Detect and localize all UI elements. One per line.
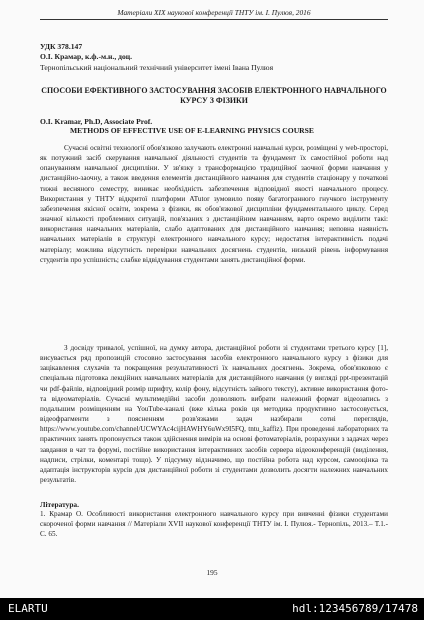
- header-rule: [40, 19, 388, 20]
- handle-identifier: hdl:123456789/17478: [292, 602, 418, 615]
- running-header: Матеріали XIX наукової конференції ТНТУ ім. І. Пулюя, 2016: [117, 8, 311, 17]
- paper-title-english: METHODS OF EFFECTIVE USE OF E-LEARNING PHYSICS COURSE: [70, 126, 314, 135]
- repository-footer: [0, 598, 424, 620]
- affiliation: Тернопільський національний технічний університет імені Івана Пулюя: [40, 63, 274, 72]
- udc-code: УДК 378.147: [40, 42, 83, 51]
- author-line: О.І. Крамар, к.ф.-м.н., доц.: [40, 52, 133, 61]
- author-english: O.I. Kramar, Ph.D, Associate Prof.: [40, 117, 153, 126]
- references-heading: Література.: [40, 500, 79, 509]
- body-paragraph-2: З досвіду тривалої, успішної, на думку автора, дистанційної роботи зі студентами третього курсу [1], висувається ряд пропозицій стосовно застосування засобів електронного навчального курсу з фізики для зацікавлення слухачів та покращення результативності їх навчальних досягнень. Зокрема, обов'язковою є спеціальна підготовка лекційних навчальних матеріалів для дистанційного навчання (у вигляді ppt-презентацій чи pdf-файлів, відповідний розмір шрифту, колір фону, відсутність зайвого тексту), активне використання фото- та відеоматеріалів. Сучасні мультимедійні засоби дозволяють вибрати належний формат відеозапись з подальшим розміщенням на YouTube-каналі (вже кілька років ця методика продуктивно застосовується, відеофрагменти з поясненням розв'язками задач назбирали сотні переглядів, https://www.youtube.com/channel/UCWYAc4cijHAWHY6uWx9I5FQ, tntu_kaffiz). При проведенні лабораторних та практичних занять пропонується також здійснення вимірів на основі фотоматеріалів, розрахунки з задачах через завдання в чат та форумі, постійне використання інтерактивних засобів сервера відеоконференцій (виділення, надписи, стрілки, коментарі тощо). У підсумку відзначимо, що постійна робота над курсом, самооцінка та адаптація інструкторів курсів для дистанційної роботи зі студентами дозволить досягти належних навчальних результатів.: [40, 344, 388, 485]
- repository-name: ELARTU: [8, 602, 48, 615]
- body-paragraph-1: Сучасні освітні технології обов'язково залучають електронні навчальні курси, розміщені у web-просторі, як потужний засіб скерування навчальної діяльності студентів та фундамент їх самостійної роботи над опануванням навчальної дисципліни. У зв'язку з трансформацією традиційної заочної форми навчання у дистанційно-заочну, а також введення елементів дистанційного навчання для студентів стаціонару у початкові тижні весняного семестру, виникає необхідність забезпечення відповідної якості навчального процесу. Використання у ТНТУ відкритої платформи ATutor зумовило появу багатогранного гнучкого інструменту забезпечення якісної освіти, зокрема з фізики, як обов'язкової дисципліни фундаментального циклу. Серед значної кількості проблемних ситуацій, пов'язаних з дистанційним навчанням, варто окремо виділити такі: використання навчальних матеріалів, слабо адаптованих для дистанційного навчання; неповна наявність навчальних матеріалів в структурі електронного навчального курсу; недостатня інтерактивність подачі матеріалу; можлива відсутність перевірки навчальних досягнень студентів, низький рівень інформування студентів про успішність; слабке відвідування студентами занять дистанційної форми.: [40, 144, 388, 264]
- paper-title-ukrainian: СПОСОБИ ЕФЕКТИВНОГО ЗАСТОСУВАННЯ ЗАСОБІВ ЕЛЕКТРОННОГО НАВЧАЛЬНОГО КУРСУ З ФІЗИКИ: [41, 86, 387, 105]
- page-number: 195: [206, 568, 218, 577]
- reference-item: 1. Крамар О. Особливості використання електронного навчального курсу при вивченні фізики студентами скороченої форми навчання // Матеріали XVII наукової конференції ТНТУ ім. І. Пулюя.- Тернопіль, 2013.– Т.1.- С. 65.: [40, 510, 388, 538]
